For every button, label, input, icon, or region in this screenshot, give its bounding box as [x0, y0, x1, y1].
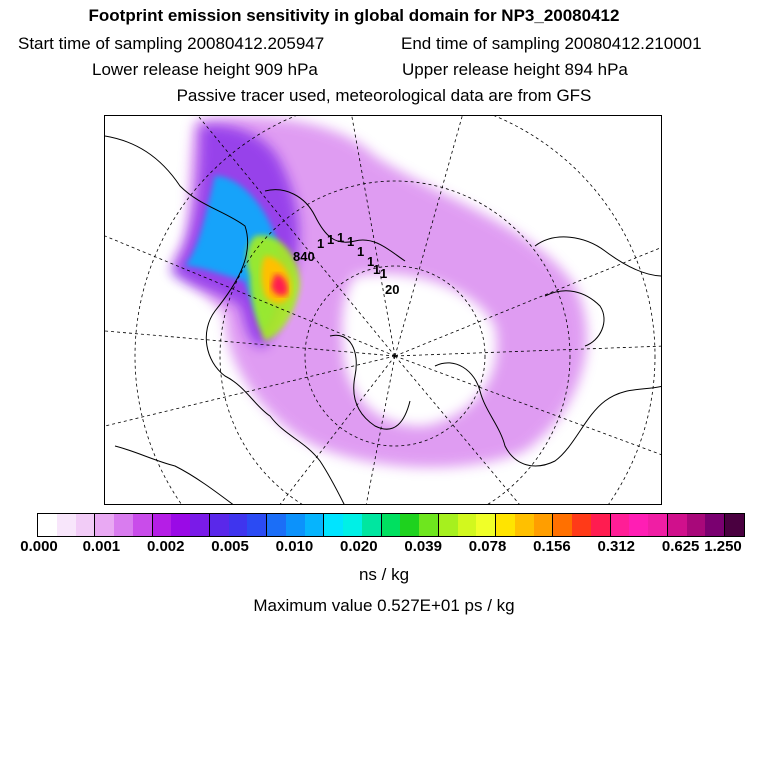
- colorbar-segment: [534, 514, 554, 536]
- trajectory-label: 1: [327, 232, 335, 247]
- colorbar-segment: [687, 514, 706, 536]
- colorbar-segment: [247, 514, 267, 536]
- colorbar-segment: [515, 514, 534, 536]
- colorbar-segment: [419, 514, 439, 536]
- tracer-note: Passive tracer used, meteorological data are from GFS: [176, 86, 592, 105]
- colorbar-segment: [668, 514, 687, 536]
- colorbar-tick-label: 0.005: [211, 538, 249, 555]
- colorbar-segment: [611, 514, 630, 536]
- lower-height: Lower release height 909 hPa: [92, 60, 318, 79]
- colorbar-tick-label: 0.156: [533, 538, 571, 555]
- colorbar-segment: [362, 514, 382, 536]
- colorbar-segment: [725, 514, 744, 536]
- trajectory-label: 20: [385, 282, 400, 297]
- colorbar-tick-label: 0.039: [404, 538, 442, 555]
- start-time: Start time of sampling 20080412.205947: [18, 34, 325, 53]
- colorbar-tick-label: 0.002: [146, 538, 185, 555]
- colorbar-segment: [648, 514, 668, 536]
- colorbar-segment: [153, 514, 172, 536]
- colorbar-segment: [324, 514, 343, 536]
- colorbar-segment: [133, 514, 153, 536]
- colorbar-segment: [95, 514, 114, 536]
- trajectory-label: 1: [380, 266, 388, 281]
- trajectory-label: 1: [367, 254, 375, 269]
- colorbar-tick-label: 0.000: [20, 538, 58, 555]
- colorbar-segment: [267, 514, 286, 536]
- colorbar-units: ns / kg: [358, 565, 410, 584]
- map-panel[interactable]: [104, 115, 662, 505]
- colorbar-segment: [400, 514, 419, 536]
- colorbar-segment: [382, 514, 401, 536]
- colorbar-segment: [114, 514, 133, 536]
- trajectory-label: 1: [317, 236, 325, 251]
- colorbar-segment: [705, 514, 725, 536]
- colorbar-segment: [171, 514, 190, 536]
- colorbar-segment: [38, 514, 57, 536]
- trajectory-label: 1: [347, 234, 355, 249]
- colorbar-segment: [190, 514, 210, 536]
- colorbar-segment: [572, 514, 591, 536]
- colorbar: [37, 513, 745, 537]
- colorbar-tick-label: 0.625: [661, 538, 700, 555]
- colorbar-segment: [343, 514, 362, 536]
- colorbar-segment: [553, 514, 572, 536]
- upper-height: Upper release height 894 hPa: [402, 60, 628, 79]
- colorbar-segment: [458, 514, 477, 536]
- trajectory-label: 1: [337, 230, 345, 245]
- colorbar-segment: [210, 514, 229, 536]
- colorbar-segment: [305, 514, 325, 536]
- colorbar-segment: [57, 514, 76, 536]
- colorbar-tick-label: 0.078: [468, 538, 507, 555]
- polar-map: [105, 116, 662, 505]
- sensitivity-field: [170, 117, 587, 468]
- trajectory-label: 1: [373, 262, 381, 277]
- colorbar-tick-label: 0.010: [275, 538, 314, 555]
- colorbar-tick-label: 1.250: [704, 538, 742, 555]
- colorbar-tick-label: 0.001: [82, 538, 121, 555]
- colorbar-tick-label: 0.312: [597, 538, 636, 555]
- colorbar-segment: [229, 514, 248, 536]
- coastline-south: [115, 446, 235, 505]
- colorbar-tick-label: 0.020: [340, 538, 378, 555]
- colorbar-segment: [591, 514, 611, 536]
- end-time: End time of sampling 20080412.210001: [401, 34, 702, 53]
- colorbar-segment: [76, 514, 96, 536]
- trajectory-label: 840: [293, 249, 315, 264]
- plot-title: Footprint emission sensitivity in global domain for NP3_20080412: [88, 6, 620, 25]
- colorbar-segment: [439, 514, 458, 536]
- trajectory-label: 1: [357, 244, 365, 259]
- maximum-value: Maximum value 0.527E+01 ps / kg: [253, 596, 515, 615]
- colorbar-segment: [629, 514, 648, 536]
- colorbar-segment: [496, 514, 515, 536]
- colorbar-segment: [476, 514, 496, 536]
- colorbar-segment: [286, 514, 305, 536]
